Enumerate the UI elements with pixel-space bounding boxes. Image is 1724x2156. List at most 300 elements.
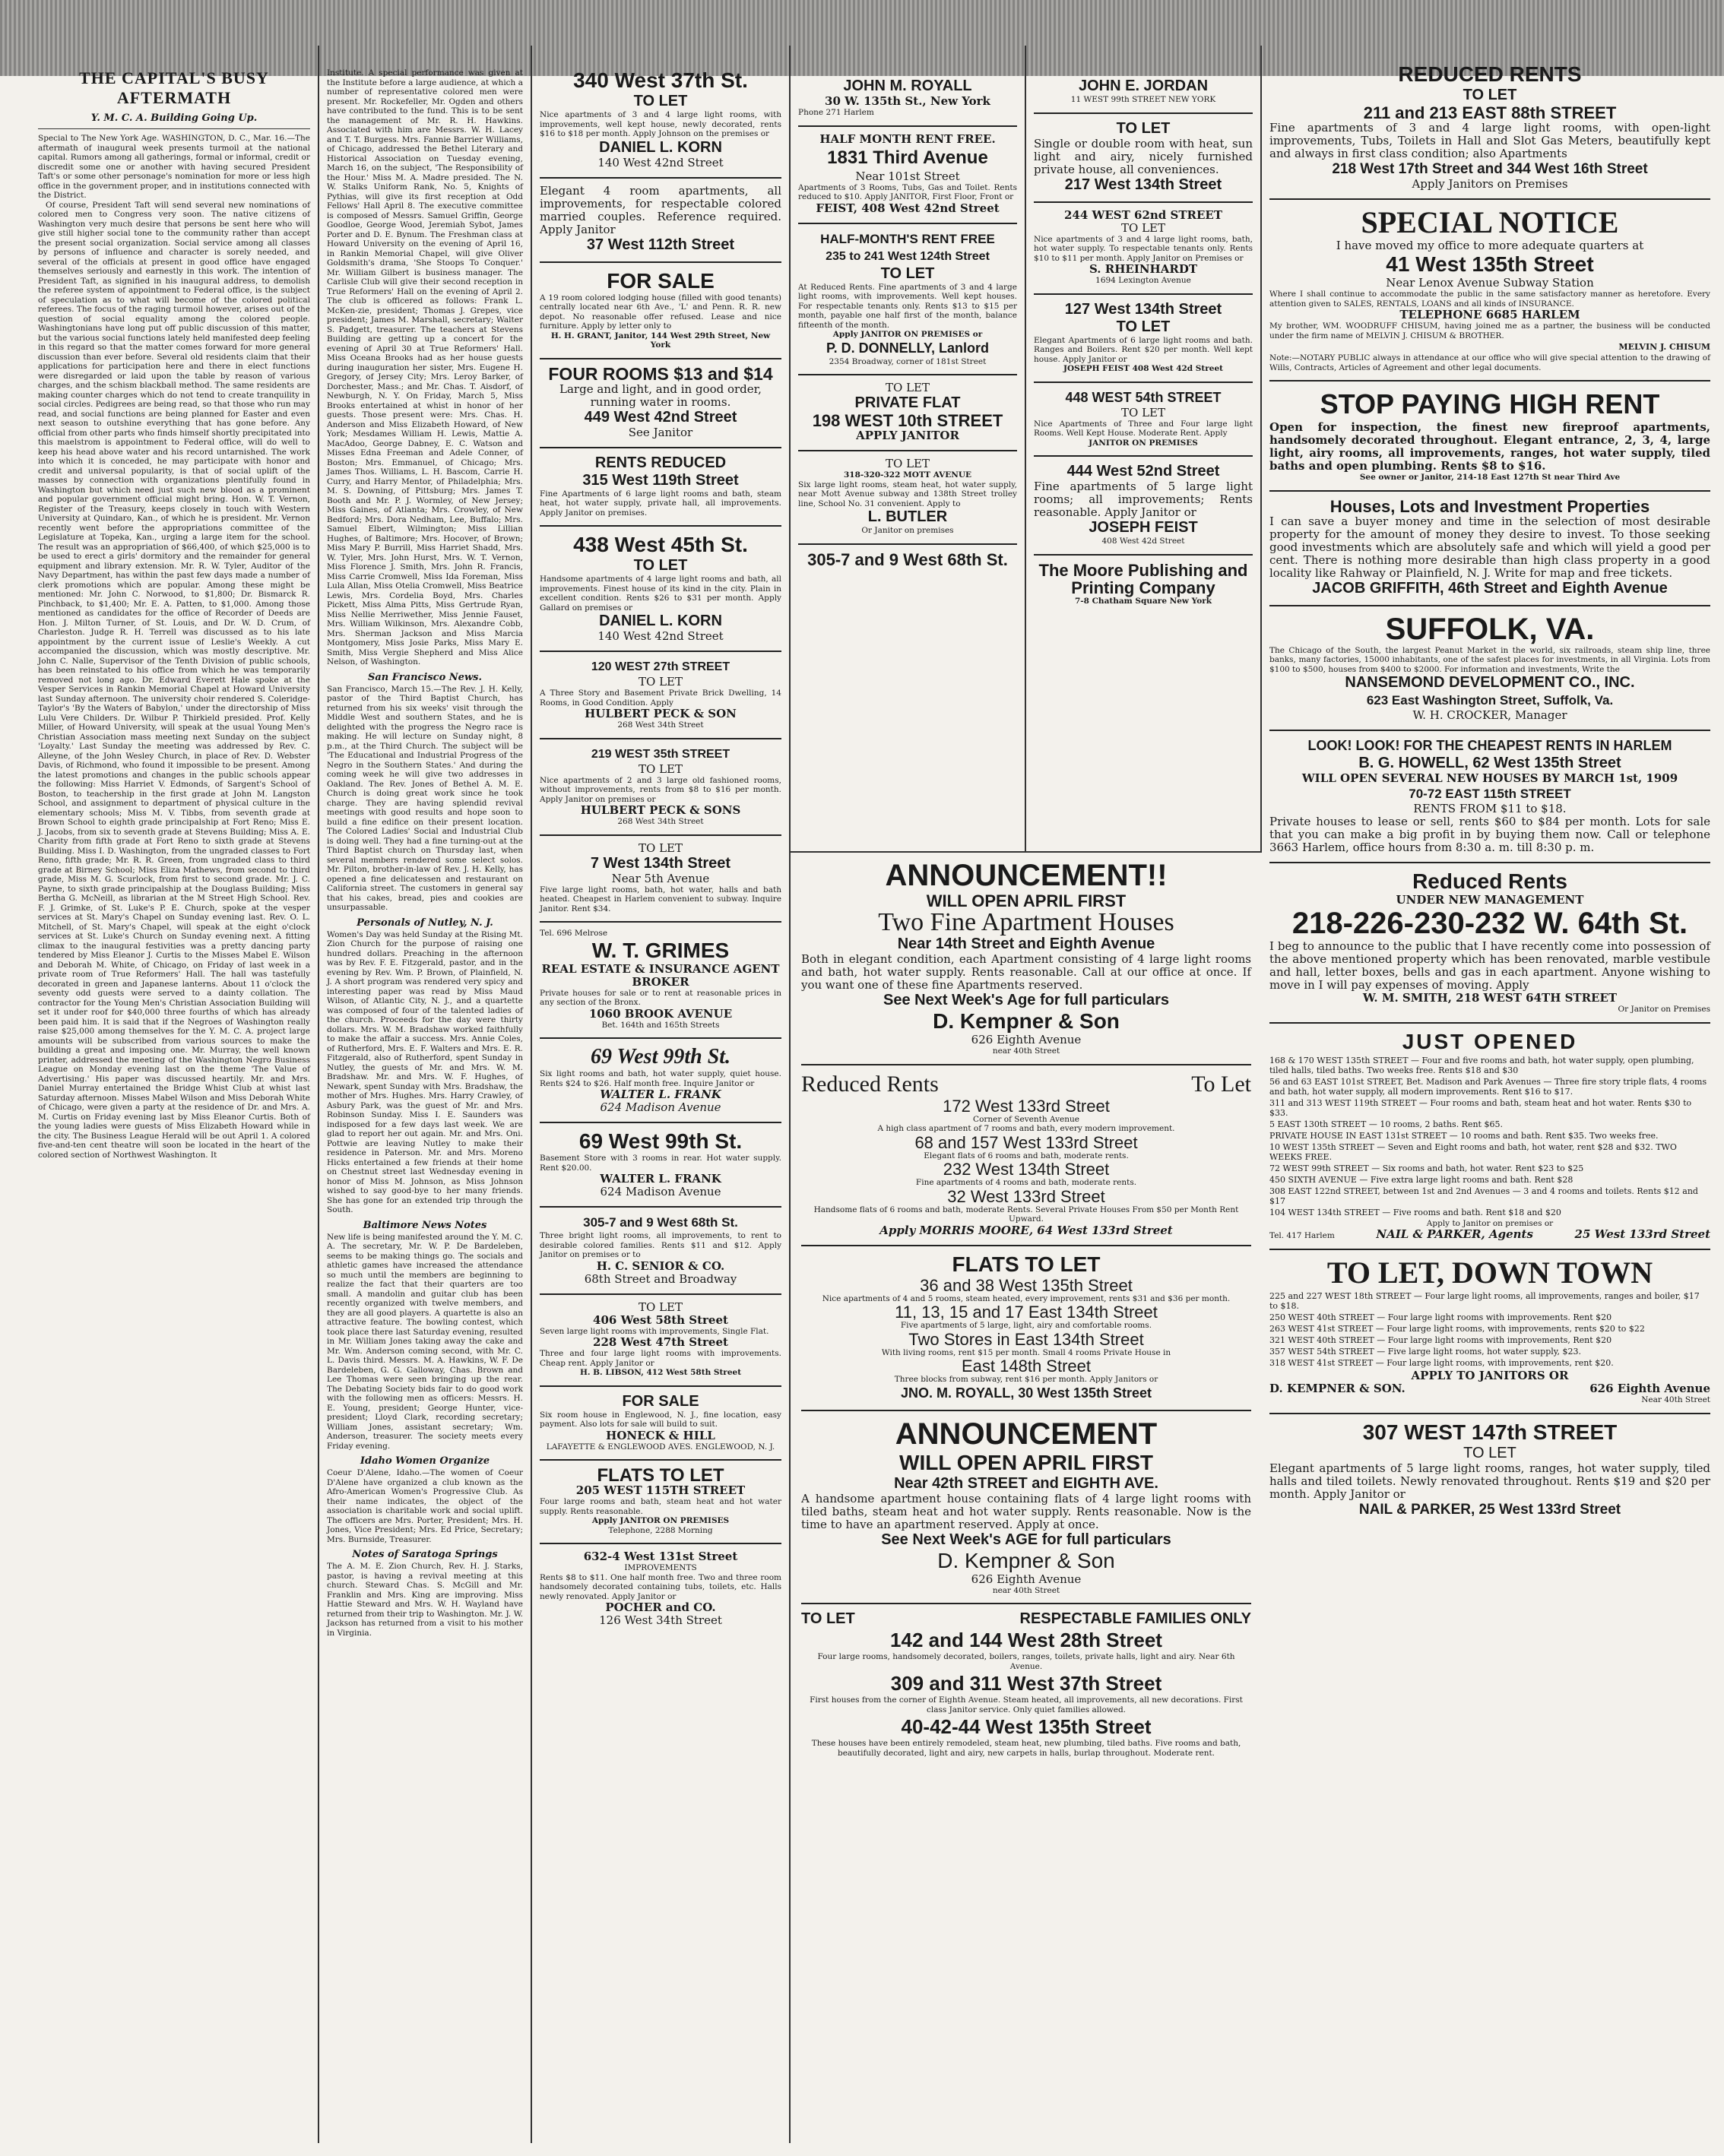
ad-heading: HALF MONTH RENT FREE.: [819, 131, 996, 146]
article-body: New life is being manifested around the Y. M. C. A. The secretary, Mr. W. P. De Bardeleben, seems to be making things go. The socials and athletic games have increased the attendance so much until the members are beginning to realize the fact that their quarters are too small. A mandolin and guitar club has been recently organized with twelve members, and they are all good players. A quartette is also an attractive feature. The bowling contest, which took place there last Saturday evening, resulted in Mr. William Jones taking away the cake and Mr. Wm. Anderson coming second, with Mr. C. L. Davis third. Messrs. M. A. Hawkins, W. F. De Bardeleben, G. G. Galloway, Chas. Brown and Lee Thomas were seen bringing up the rear. The Debating Society bids fair to do good work with the following men as officers: Messrs. H. E. Young, president; George Hunter, vice-president; Lloyd Clark, recording secretary; William Jones, assistant secretary; Wm. Anderson, treasurer. The society meets every Friday evening.: [327, 1232, 523, 1451]
ad-subtitle: TO LET: [886, 457, 930, 470]
ad-agent: HULBERT PECK & SONS: [580, 803, 741, 817]
ad-text: Private houses for sale or to rent at reasonable prices in any section of the Bronx.: [540, 988, 781, 1007]
ad-agent: P. D. DONNELLY, Lanlord: [826, 340, 990, 356]
ad-respectable-families: [801, 1604, 1251, 1765]
ad-address: 140 West 42nd Street: [597, 155, 724, 169]
ad-jordan: [1034, 46, 1253, 114]
ad-signature: MELVIN J. CHISUM: [1618, 342, 1710, 352]
article-subhead: Y. M. C. A. Building Going Up.: [90, 112, 258, 124]
ad-text: I have moved my office to more adequate quarters at: [1336, 239, 1644, 252]
ad-four-rooms: [540, 359, 781, 448]
ad-flats-205-west-115th: [540, 1461, 781, 1544]
ad-near: near 40th Street: [992, 1585, 1060, 1595]
column-6: [1262, 46, 1718, 2143]
ad-agent: Apply MORRIS MOORE, 64 West 133rd Street: [879, 1223, 1173, 1237]
ad-text: Single or double room with heat, sun light and airy, nicely furnished private house, all conveniences.: [1034, 136, 1253, 176]
ad-address: 318-320-322 MOTT AVENUE: [843, 470, 972, 480]
column-2: [319, 46, 532, 2143]
ad-note: Or Janitor on premises: [861, 526, 954, 535]
ad-subtitle: TO LET: [1121, 220, 1165, 235]
ad-rents-reduced: [540, 448, 781, 527]
ad-agent: Apply Janitors on Premises: [1412, 177, 1568, 191]
ad-text: With living rooms, rent $15 per month. Small 4 rooms Private House in: [881, 1347, 1171, 1357]
ad-text: Open for inspection, the finest new fireproof apartments, handsomely decorated throughout. Elegant entrance, 2, 3, 4, large light, airy rooms, all improvements, ranges, hot water supply, tiled baths and open plumbing. Rents $8 to $16.: [1269, 420, 1710, 473]
ad-address: 244 WEST 62nd STREET: [1063, 207, 1222, 222]
ad-subtitle: TO LET: [639, 675, 683, 689]
ad-69-west-99th-a: [540, 1039, 781, 1123]
ad-title: To Let: [1191, 1071, 1251, 1097]
listing-list: [1269, 1291, 1710, 1368]
ad-address: 626 Eighth Avenue: [971, 1033, 1082, 1046]
ad-title: ANNOUNCEMENT!!: [885, 859, 1168, 892]
ad-title: STOP PAYING HIGH RENT: [1320, 388, 1660, 419]
ad-subtitle: IMPROVEMENTS: [624, 1563, 697, 1572]
ad-text: Nice Apartments of Three and Four large light Rooms. Well Kept House. Moderate Rent. Apply: [1034, 419, 1253, 438]
ad-mott-avenue: [798, 451, 1017, 545]
ad-address: 126 West 34th Street: [599, 1613, 722, 1627]
ad-address: 228 West 47th Street: [593, 1335, 728, 1349]
ad-address: 70-72 EAST 115th STREET: [1409, 787, 1571, 801]
ad-title: HALF-MONTH'S RENT FREE: [820, 231, 995, 246]
ad-219-west-35th: [540, 739, 781, 836]
ad-text: Three bright light rooms, all improvements, to rent to desirable colored families. Rents $11 and $12. Apply Janitor on premises or to: [540, 1231, 781, 1259]
ad-address: 32 West 133rd Street: [947, 1186, 1105, 1206]
ad-suffolk: [1269, 606, 1710, 732]
ad-subtitle: TO LET: [639, 1300, 683, 1314]
ad-text: A handsome apartment house containing flats of 4 large light rooms with tiled baths, steam heat and hot water supply. Rents reasonable. Now is the time to have an apartment reserved. Apply at once.: [801, 1491, 1251, 1531]
ad-title: Reduced Rents: [801, 1071, 939, 1097]
ad-address: 40-42-44 West 135th Street: [901, 1715, 1152, 1738]
listing-item: 168 & 170 WEST 135th STREET — Four and five rooms and bath, hot water supply, open plumbing, tiled halls, tiled baths. Two weeks free. Rents $18 and $30: [1269, 1055, 1694, 1075]
ad-title-row: [801, 1610, 1251, 1628]
ad-text: I can save a buyer money and time in the selection of most desirable property for the amount of money they desire to invest. To those seeking good investments which are absolutely safe and which will yield a good per cent. There is nothing more desirable than high class property in a good locality like Rahway or Plainfield, N. J. Write for map and free tickets.: [1269, 514, 1710, 580]
listing-item: 5 EAST 130th STREET — 10 rooms, 2 baths. Rent $65.: [1269, 1119, 1503, 1129]
ad-text: Six large light rooms, steam heat, hot water supply, near Mott Avenue subway and 138th Street trolley line, School No. 31 convenient. Apply to: [798, 480, 1017, 508]
ad-agent: JOHN E. JORDAN: [1078, 78, 1209, 94]
ad-agent: DANIEL L. KORN: [599, 613, 722, 629]
ad-text: First houses from the corner of Eighth Avenue. Steam heated, all improvements, all new decorations. First class Janitor service. Only quiet families allowed.: [810, 1695, 1243, 1714]
ad-title: TO LET, DOWN TOWN: [1326, 1255, 1653, 1290]
ad-title: Houses, Lots and Investment Properties: [1329, 496, 1650, 516]
listing-item: 321 WEST 40th STREET — Four large light rooms with improvements, Rent $20: [1269, 1335, 1612, 1345]
ad-agent: JOHN M. ROYALL: [843, 78, 972, 94]
article-dateline: Special to The New York Age. WASHINGTON, D. C., Mar. 16.—The aftermath of inaugural week presents turmoil at the national capital. Rumors among all gatherings, formal or informal, credit or discredit some one or another with having secured President Taft's or some other personage's nomination for more or less high office in the government proper, and in institutions connected with the District.: [38, 134, 310, 200]
ad-title: 340 West 37th St.: [573, 68, 748, 92]
ad-telephone: TELEPHONE 6685 HARLEM: [1399, 308, 1580, 321]
ad-address: 11, 13, 15 and 17 East 134th Street: [895, 1303, 1158, 1322]
ad-agent: L. BUTLER: [867, 508, 948, 525]
ad-address: Two Stores in East 134th Street: [908, 1329, 1144, 1349]
ad-217-west-134th: [1034, 114, 1253, 203]
ad-flats-to-let-royall: [801, 1246, 1251, 1411]
article-body: San Francisco, March 15.—The Rev. J. H. Kelly, pastor of the Third Baptist Church, has returned from his six weeks' visit through the Middle West and southern States, and he is delighted with the progress the Negro race is making. He will lecture on Sunday night, 8 p.m., at the Third Church. The subject will be 'The Educational and Industrial Progress of the Negro in the Southern States.' And during the coming week he will give two addresses in Oakland. The Rev. Jones of Bethel A. M. E. Church is doing great work since he took charge. They are having splendid revival meetings with good results and hope soon to build a fine edifice on their present location. The Colored Ladies' Social and Industrial Club is doing well. They had a fine turning-out at the Third Baptist church on Thursday last, when several members rendered some select solos. Mr. Pilton, brother-in-law of Rev. J. H. Kelly, has opened a fine delicatessen and restaurant on California street. The customers in general say that his cakes, bread, pies and cookies are unsurpassable.: [327, 684, 523, 912]
ad-title: RENTS REDUCED: [594, 454, 727, 471]
ad-title: FLATS TO LET: [952, 1252, 1101, 1276]
ad-subtitle: TO LET: [639, 841, 683, 855]
ad-305-west-68th: [540, 1208, 781, 1295]
column-1: [30, 46, 319, 2143]
wide-ads: [791, 851, 1262, 2120]
listing-item: 311 and 313 WEST 119th STREET — Four rooms and bath, steam heat and hot water. Rents $30 to $33.: [1269, 1097, 1692, 1118]
ad-340-west-37th: [540, 46, 781, 179]
ad-note: See Janitor: [628, 425, 693, 439]
ad-address: 37 West 112th Street: [586, 236, 735, 253]
ad-text: Fine apartments of 4 rooms and bath, moderate rents.: [915, 1178, 1137, 1187]
ad-text: Elegant Apartments of 6 large light rooms and bath. Ranges and Boilers. Rent $20 per month. Well kept house. Apply Janitor or: [1034, 335, 1253, 364]
ad-text: Nice apartments of 3 and 4 large light rooms, with improvements, well kept house, newly decorated, rents $16 to $18 per month. Apply Johnson on the premises or: [540, 110, 781, 138]
article-body: Of course, President Taft will send several new nominations of colored men to Congress very soon. The native citizens of Washington very much desire that persons be sent here who will give still higher social tone to the community rather than accept the present social organization. Social service among all classes by persons of influence and character is sorely needed, and several of the officials at present in good office have engaged themselves seriously and earnestly in this work. The intention of President Taft, as signified in his inaugural address, to demolish the referee system of appointment to Federal office, is the subject of speculation as to what will become of the colored political referees. The focus of the raging turmoil however, arises out of the question of social equality among the colored people. Washingtonians have long put off public discussion of this matter, but the various social functions lately held manifested deep feeling in this regard so that the matter comes forward for more general discussion than ever before. Several old residents claim that their applications for participation here and there in elect functions were disregarded or laid upon the table by reason of various charges, and the schism blackball method. The same residents are making counter charges which do not tend to create tranquility in social circles. Pedigrees are being read, so that those who run may read, and social functions are being planned for Easter and even next season to outshine everything that has gone before. Any official from other parts who finds himself shortly precipitated into this maelstrom is appointment to Federal office, will do well to keep his head above water and his record untarnished. The work into which it is conceded, he may participate with honor and credit and universal popularity, is that of social uplift of the masses by connection with organizations plentifully found in Washington but which need just such new blood as a prominent and popular government official might bring. Hon. W. T. Vernon, Register of the Treasury, keeps closely in touch with Western University at Quindaro, Kan., of which he is president. Mr. Vernon recently went before the appropriations committee of the Legislature at Topeka, Kan., urging a large item for the school. The result was an appropriation of $66,400, of which $25,000 is to be used to erect a girls' dormitory and the remainder for general equipment and library extension. Mr. R. W. Tyler, Auditor of the Navy Department, has within the past few days made a number of clerk promotions which are popular. Among these might be mentioned: Mr. John C. Norwood, to $1,800; Dr. Bismarck R. Pinchback, to $1,400; Mr. E. A. Patten, to $1,000. Among those mentioned as candidates for the office of Recorder of Deeds are Hon. J. Milton Turner, of St. Louis, and Dr. W. D. Crum, of Charleston. Judge R. H. Terrell was discussed as to his late appointment by the current issue of Leslie's Weekly. A cut accompanied the discussion, which was mostly descriptive. Mr. John C. Nalle, Supervisor of the Tenth Division of public schools, has been reinstated to his office from which he was temporarily removed not long ago. Dr. Edward Everett Hale spoke at the Vesper Services in Rankin Memorial Chapel at Howard University last Sunday afternoon. The university choir rendered S. Coleridge-Taylor's 'By the Waters of Babylon,' under the directorship of Miss Lulu Vere Childers. Dr. Wilbur P. Thirkield presided. Prof. Kelly Miller, of Howard University, will speak at the usual Young Men's Christian Association mass meeting next Sunday on the subject 'Loyalty.' Last Sunday the meeting was addressed by Rev. C. Alleyne, of the John Wesley Church, in place of Rev. D. Webster Davis, of Richmond, who found it impossible to be present. Among the latest promotions and changes in the public schools appear the following: Miss Harriet V. Edmonds, of Sargent's School of Boston, to teachership in the first grade at John M. Langston School, and assignment to department of physical culture in the elementary schools; Miss M. V. Tibbs, from seventh grade at Brown School to eighth grade principalship at Fort Reno; Miss E. J. Jacobs, from six to seventh grade at Stevens Building; Miss A. E. Charity from fifth grade at Fort Reno to sixth grade at Stevens Building. Miss I. D. Washington, from the ungraded classes to Fort Reno, fifth grade; Mr. R. R. Green, from ungraded class to third grade at Birney School; Miss Eliza Mathews, from second to third grade, Miss M. G. Scurlock, from first to second grade. Mr. J. C. Payne, to sixth grade principalship at the Douglass Building; Miss Bertha G. McNeill, as librarian at the M Street High School. Rev. F. J. Grimke, of St. Luke's P. E. Church, spoke at the vesper services at St. Mary's Chapel on Sunday evening last. Rev. O. L. Mitchell, of St. Mary's Chapel, will speak at the eight o'clock services at St. Luke's Church on Sunday evening next. A fitting climax to the inaugural festivities was a pretty dancing party tendered by Miss Eleanor J. Curtis to the Misses Mabel E. Wilson and Deborah M. White, of Chicago, on Friday of last week in a private room of True Reformers' Hall. The hall was tastefully decorated in green and Japanese lanterns. About 11 o'clock the seventy odd guests were served to a dainty collation. The contractor for the Young Men's Christian Association Building will set it under roof for $40,000 three fourths of which has already been paid him. It is said that if the Negroes of Washington really raise $25,000 among themselves for the Y. M. C. A. project large amounts will be subscribed from various sources to make the building a great and imposing one. Mr. Murray, the well known printer, addressed the meeting of the Washington Negro Business League on Monday evening last on the theme 'The Value of Advertising.' His paper was discussed heartily. Mr. and Mrs. Daniel Murray entertained the Bridge Whist Club at whist last Saturday afternoon. Misses Mabel Wilson and Miss Deborah White of Chicago, were given a party at the residence of Dr. and Mrs. A. M. Curtis on Friday evening last by Miss Eleanor Curtis. Both of the young ladies were guests of Miss Elizabeth Howard while in the city. The Business League Herald will be out April 1. A colored five-and-ten cent theatre will soon be located in the heart of the colored section of Northwest Washington. It: [38, 200, 310, 1160]
ad-text: Nice apartments of 2 and 3 large old fashioned rooms, without improvements, rents from $8 to $16 per month. Apply Janitor on premises or: [540, 775, 781, 804]
ad-title: TO LET: [801, 1610, 855, 1627]
ad-agent: D. Kempner & Son: [937, 1548, 1115, 1572]
ad-telephone: Tel. 417 Harlem: [1269, 1231, 1335, 1240]
ad-address: 68th Street and Broadway: [584, 1271, 737, 1286]
ad-text: Four large rooms and bath, steam heat and hot water supply. Rents reasonable.: [540, 1497, 781, 1516]
ad-title: FOR SALE: [622, 1392, 699, 1410]
ad-text: Four large rooms, handsomely decorated, boilers, ranges, toilets, private halls, light and airy. Near 6th Avenue.: [817, 1652, 1235, 1671]
ad-telephone: Telephone, 2288 Morning: [608, 1525, 713, 1535]
ad-telephone: Tel. 696 Melrose: [540, 929, 608, 938]
ad-text: Handsome apartments of 4 large light rooms and bath, all improvements. Finest house of its kind in the city. Plain in excellent condition. Rents $26 to $31 per month. Apply Gallard on premises or: [540, 575, 781, 613]
ad-text: My brother, WM. WOODRUFF CHISUM, having joined me as a partner, the business will be conducted under the firm name of MELVIN J. CHISUM & BROTHER.: [1269, 321, 1710, 340]
ad-subtitle: Near 5th Avenue: [611, 871, 710, 885]
ad-subtitle: UNDER NEW MANAGEMENT: [1396, 893, 1584, 907]
ad-address: 624 Madison Avenue: [600, 1185, 721, 1198]
ad-438-west-45th: [540, 527, 781, 652]
ad-text: Handsome flats of 6 rooms and bath, moderate Rents. Several Private Houses From $50 per Month Rent Upward.: [813, 1205, 1239, 1224]
ad-agent: D. KEMPNER & SON.: [1269, 1382, 1406, 1395]
ad-near: Near 40th Street: [1641, 1395, 1710, 1404]
listing-item: 308 EAST 122nd STREET, between 1st and 2nd Avenues — 3 and 4 rooms and toilets. Rents $12 and $17: [1269, 1186, 1698, 1206]
ad-agent: JNO. M. ROYALL, 30 West 135th Street: [900, 1385, 1152, 1401]
ad-title: The Moore Publishing and Printing Company: [1038, 560, 1248, 597]
ad-text: Rents $8 to $11. One half month free. Two and three room handsomely decorated containing tubs, toilets, etc. Halls newly renovated. Apply Janitor or: [540, 1572, 781, 1601]
ad-address: 172 West 133rd Street: [943, 1096, 1110, 1116]
ad-note: Note:—NOTARY PUBLIC always in attendance at our office who will give special attention to the drawing of Wills, Contracts, Articles of Agreement and other legal documents.: [1269, 353, 1710, 372]
ad-just-opened: [1269, 1024, 1710, 1251]
ad-text: Both in elegant condition, each Apartment consisting of 4 large light rooms and bath, hot water supply. Rents reasonable. Call at our office at once. If you want one of these fine Apartments reserved.: [801, 952, 1251, 992]
ad-address: 140 West 42nd Street: [597, 629, 724, 643]
ad-stop-paying-high-rent: [1269, 381, 1710, 492]
ad-title: PRIVATE FLAT: [854, 394, 961, 411]
ad-agent: JANITOR ON PREMISES: [1089, 438, 1198, 448]
ad-location: Near 42th STREET and EIGHTH AVE.: [894, 1474, 1158, 1492]
ad-near: near 40th Street: [992, 1046, 1060, 1056]
ad-agent: H. H. GRANT, Janitor, 144 West 29th Street, New York: [550, 331, 771, 350]
ad-title: SUFFOLK, VA.: [1385, 612, 1595, 646]
ad-text: Three and four large light rooms with improvements. Cheap rent. Apply Janitor or: [540, 1349, 781, 1368]
ad-text: Five large light rooms, bath, hot water, halls and bath heated. Cheapest in Harlem convenient to subway. Inquire Janitor. Rent $34.: [540, 885, 781, 913]
ad-address: 626 Eighth Avenue: [971, 1572, 1082, 1586]
ad-agent: WALTER L. FRANK: [600, 1172, 721, 1186]
ad-text: I beg to announce to the public that I have recently come into possession of the above mentioned property which has been renovated, marble vestibule and hall, letter boxes, bells and gas in each apartment. Anyone wishing to move in I will pay expenses of moving. Apply: [1269, 939, 1710, 992]
ad-title: 305-7 and 9 West 68th St.: [807, 549, 1008, 569]
article-headline: THE CAPITAL'S BUSY AFTERMATH: [79, 68, 269, 107]
ad-text: Nice apartments of 3 and 4 large light rooms, bath, hot water supply. To respectable tenants only. Rents $10 to $11 per month. Apply Janitor on Premises or: [1034, 234, 1253, 263]
ad-address: 268 West 34th Street: [617, 720, 704, 730]
ad-agent: B. G. HOWELL, 62 West 135th Street: [1358, 755, 1621, 771]
ad-note: Or Janitor on Premises: [1618, 1005, 1710, 1014]
ad-37-west-112th: [540, 179, 781, 263]
ad-text: Fine apartments of 3 and 4 large light rooms, with open-light improvements, Tubs, Toilets in Hall and Slot Gas Meters, beautifully kept and always in first class condition; also Apartments: [1269, 121, 1710, 160]
ad-agent: POCHER and CO.: [605, 1600, 716, 1614]
ad-address: 232 West 134th Street: [943, 1160, 1110, 1179]
ad-agent: H. B. LIBSON, 412 West 58th Street: [579, 1368, 742, 1377]
ad-for-sale-englewood: [540, 1387, 781, 1461]
ad-for-sale-lodging: [540, 263, 781, 359]
section-heading: Baltimore News Notes: [363, 1219, 487, 1231]
column-5: [1026, 46, 1262, 851]
ad-agent: JACOB GRIFFITH, 46th Street and Eighth Avenue: [1312, 579, 1668, 597]
ad-agent: WALTER L. FRANK: [600, 1087, 721, 1101]
ad-houses-lots: [1269, 492, 1710, 606]
ad-address: 1060 BROOK AVENUE: [588, 1006, 733, 1021]
ad-title: 219 WEST 35th STREET: [591, 747, 730, 761]
ad-near: Corner of Seventh Avenue: [973, 1114, 1079, 1124]
ad-subtitle: WILL OPEN APRIL FIRST: [926, 891, 1127, 910]
ad-to-let-down-town: [1269, 1250, 1710, 1414]
listing-item: 72 WEST 99th STREET — Six rooms and bath, hot water. Rent $23 to $25: [1269, 1163, 1584, 1173]
ad-text: Three blocks from subway, rent $16 per month. Apply Janitors or: [894, 1375, 1158, 1384]
ad-address: 7-8 Chatham Square New York: [1074, 596, 1212, 606]
ad-title: 1831 Third Avenue: [827, 147, 988, 168]
ad-cheapest-rents: [1269, 731, 1710, 863]
ad-manager: W. H. CROCKER, Manager: [1412, 708, 1567, 722]
ad-note: APPLY JANITOR: [856, 429, 959, 442]
ad-telephone: Phone 271 Harlem: [798, 108, 874, 117]
ad-title: Reduced Rents: [1412, 869, 1567, 893]
ad-address: 632-4 West 131st Street: [583, 1550, 738, 1563]
ad-location: Near 14th Street and Eighth Avenue: [897, 936, 1155, 952]
ad-text: Fine Apartments of 6 large light rooms and bath, steam heat, hot water supply, private hall, all improvements. Apply Janitor on premises.: [540, 489, 781, 518]
ad-title: 305-7 and 9 West 68th St.: [583, 1215, 738, 1230]
ad-title: FLATS TO LET: [597, 1465, 724, 1486]
ad-agent: HONECK & HILL: [606, 1428, 715, 1442]
ad-title: JUST OPENED: [1402, 1029, 1578, 1053]
ad-address: 268 West 34th Street: [617, 817, 704, 826]
ad-address: 198 WEST 10th STREET: [812, 411, 1003, 430]
ad-address: 626 Eighth Avenue: [1589, 1382, 1710, 1395]
ad-632-west-131st: [540, 1544, 781, 1635]
ad-text: Apartments of 3 Rooms, Tubs, Gas and Toilet. Rents reduced to $10. Apply JANITOR, First Floor, Front or: [798, 182, 1017, 201]
listing-item: 56 and 63 EAST 101st STREET, Bet. Madison and Park Avenues — Three fire story triple flats, 4 rooms and bath, hot water supply, all modern improvements. Rent $16 to $17.: [1269, 1076, 1707, 1097]
listing-item: 10 WEST 135th STREET — Seven and Eight rooms and bath, hot water, rent $28 and $32. TWO WEEKS FREE.: [1269, 1141, 1677, 1162]
ad-text: Elegant apartments of 5 large light rooms, ranges, hot water supply, tiled halls and tiled toilets. Newly renovated throughout. Rents $19 and $20 per month. Apply Janitor or: [1269, 1461, 1710, 1501]
ad-address: 41 West 135th Street: [1386, 252, 1594, 276]
ad-subtitle: WILL OPEN APRIL FIRST: [899, 1450, 1153, 1474]
ad-agent: NANSEMOND DEVELOPMENT CO., INC.: [1345, 674, 1635, 691]
ad-subtitle: TO LET: [1116, 119, 1171, 137]
section-heading: Notes of Saratoga Springs: [352, 1549, 498, 1560]
ad-address: 408 West 42d Street: [1101, 537, 1185, 546]
ad-text: Where I shall continue to accommodate the public in the same satisfactory manner as heretofore. Every attention given to SALES, RENTALS, LOANS and all kinds of INSURANCE.: [1269, 290, 1710, 309]
ad-address: 2354 Broadway, corner of 181st Street: [829, 356, 987, 366]
ad-title: 448 WEST 54th STREET: [1065, 389, 1222, 405]
ad-title: ANNOUNCEMENT: [895, 1417, 1158, 1451]
column-4: [791, 46, 1026, 851]
ad-text: Large and light, and in good order, running water in rooms.: [559, 381, 762, 409]
ad-title-row: [801, 1072, 1251, 1097]
ad-406-west-58th: [540, 1295, 781, 1387]
ad-special-notice: [1269, 200, 1710, 381]
ad-agent: S. RHEINHARDT: [1089, 262, 1197, 276]
listing-item: 225 and 227 WEST 18th STREET — Four large light rooms, all improvements, ranges and boiler, $17 to $18.: [1269, 1291, 1700, 1311]
ad-heading: Two Fine Apartment Houses: [878, 908, 1174, 936]
ad-subtitle: REAL ESTATE & INSURANCE AGENT BROKER: [541, 961, 780, 989]
ad-address: 218-226-230-232 W. 64th St.: [1291, 907, 1688, 940]
ad-address: 11 WEST 99th STREET NEW YORK: [1070, 95, 1216, 104]
section-heading: San Francisco News.: [368, 671, 482, 683]
ad-text: A high class apartment of 7 rooms and bath, every modern improvement.: [877, 1124, 1175, 1133]
article-body: Coeur D'Alene, Idaho.—The women of Coeur D'Alene have organized a club known as the Afro-American Women's Progressive Club. As their name indicates, the object of the association is charitable work and social uplift. The officers are Mrs. Porter, President; Mrs. H. Jones, Vice President; Mrs. Ed Price, Secretary; Mrs. Burnside, Treasurer.: [327, 1468, 523, 1544]
ad-title: LOOK! LOOK! FOR THE CHEAPEST RENTS IN HARLEM: [1307, 738, 1672, 753]
listing-item: 250 WEST 40th STREET — Four large light rooms with improvements. Rent $20: [1269, 1312, 1612, 1322]
ad-address: 623 East Washington Street, Suffolk, Va.: [1366, 693, 1614, 708]
ad-subtitle: TO LET: [633, 557, 688, 574]
ad-address: 406 West 58th Street: [593, 1312, 728, 1327]
ad-307-west-147th: [1269, 1414, 1710, 1526]
ad-near: Near Lenox Avenue Subway Station: [1386, 276, 1594, 290]
ad-subtitle: TO LET: [1121, 405, 1165, 419]
ad-royall: [798, 46, 1017, 127]
ad-text: Six room house in Englewood, N. J., fine location, easy payment. Also lots for sale will build to suit.: [540, 1410, 781, 1429]
ad-private-flat: [798, 375, 1017, 451]
ad-agent: Apply JANITOR ON PREMISES: [591, 1516, 730, 1525]
ad-title: REDUCED RENTS: [1398, 62, 1582, 86]
ad-agent: D. Kempner & Son: [933, 1009, 1120, 1033]
ad-agent: NAIL & PARKER, 25 West 133rd Street: [1358, 1501, 1621, 1518]
section-heading: Personals of Nutley, N. J.: [357, 917, 493, 929]
ad-title: FOUR ROOMS $13 and $14: [548, 363, 773, 384]
ad-agent: HULBERT PECK & SON: [585, 707, 737, 720]
ad-title: 307 WEST 147th STREET: [1362, 1420, 1618, 1444]
ad-subtitle: TO LET: [639, 761, 683, 776]
listing-item: 104 WEST 134th STREET — Five rooms and bath. Rent $18 and $20: [1269, 1207, 1561, 1217]
ad-address: LAFAYETTE & ENGLEWOOD AVES. ENGLEWOOD, N. J.: [546, 1442, 775, 1452]
ad-subtitle: TO LET: [1116, 318, 1171, 335]
ad-announcement-14th: [801, 853, 1251, 1065]
ad-footer-row: [1269, 1228, 1710, 1241]
ad-7-west-134th: [540, 836, 781, 923]
ad-text: Basement Store with 3 rooms in rear. Hot water supply. Rent $20.00.: [540, 1154, 781, 1173]
ad-address: 30 W. 135th St., New York: [825, 94, 990, 108]
article-body: The A. M. E. Zion Church, Rev. H. J. Starks, pastor, is having a revival meeting at this church. Steward Chas. S. McGill and Mr. Franklin and Mrs. King are improving. Miss Hattie Steward and Mrs. W. H. Wayland have returned from their trip to Washington. Mr. J. W. Jackson has returned from a visit to his mother in Virginia.: [327, 1562, 523, 1638]
ad-agent: JOSEPH FEIST: [1089, 519, 1198, 536]
ad-title: RESPECTABLE FAMILIES ONLY: [1019, 1610, 1251, 1627]
listing-item: 263 WEST 41st STREET — Four large light rooms, with improvements, rents $20 to $22: [1269, 1324, 1645, 1334]
ad-244-west-62nd: [1034, 203, 1253, 295]
ad-title: SPECIAL NOTICE: [1361, 205, 1619, 239]
listing-item: PRIVATE HOUSE IN EAST 131st STREET — 10 rooms and bath. Rent $35. Two weeks free.: [1269, 1130, 1659, 1141]
ad-agent: DANIEL L. KORN: [599, 138, 722, 156]
ad-subtitle: TO LET: [1463, 87, 1517, 103]
ad-127-west-134th: [1034, 295, 1253, 383]
ad-text: Five apartments of 5 large, light, airy and comfortable rooms.: [900, 1321, 1152, 1330]
ad-235-west-124th: [798, 224, 1017, 376]
ad-moore-publishing: [1034, 556, 1253, 614]
ad-subtitle: TO LET: [1463, 1444, 1516, 1461]
ad-text: Private houses to lease or sell, rents $60 to $84 per month. Lots for sale that you can make a big profit in by buying them now. Call or telephone 3663 Harlem, office hours from 8:30 a. m. till 8:30 p. m.: [1269, 815, 1710, 854]
ad-agent: H. C. SENIOR & CO.: [596, 1258, 725, 1273]
ad-see: See Next Week's Age for full particulars: [883, 992, 1169, 1008]
listing-item: 357 WEST 54th STREET — Five large light rooms, hot water supply, $23.: [1269, 1347, 1581, 1357]
ad-address: 68 and 157 West 133rd Street: [914, 1132, 1138, 1152]
listing-list: [1269, 1056, 1710, 1217]
listing-item: 450 SIXTH AVENUE — Five extra large light rooms and bath. Rent $28: [1269, 1174, 1573, 1185]
ad-grimes: [540, 923, 781, 1039]
ad-448-west-54th: [1034, 383, 1253, 457]
ad-address: East 148th Street: [962, 1357, 1091, 1376]
ad-subtitle: TO LET: [633, 93, 688, 109]
ad-agent: NAIL & PARKER, Agents: [1376, 1227, 1533, 1241]
ad-text: Six light rooms and bath, hot water supply, quiet house. Rents $24 to $26. Half month free. Inquire Janitor or: [540, 1069, 781, 1088]
ad-subtitle: Near 101st Street: [855, 169, 960, 183]
ad-reduced-rents-moore: [801, 1065, 1251, 1246]
ad-reduced-rents-88th: [1269, 46, 1710, 200]
ad-444-west-52nd: [1034, 457, 1253, 556]
ad-title: FOR SALE: [607, 268, 715, 293]
ad-address: 315 West 119th Street: [582, 471, 739, 489]
ad-1831-third-ave: [798, 127, 1017, 224]
ad-title: 69 West 99th St.: [578, 1129, 743, 1153]
ad-address: 624 Madison Avenue: [600, 1100, 721, 1114]
ad-title: 444 West 52nd Street: [1066, 463, 1220, 480]
ad-agent: FEIST, 408 West 42nd Street: [816, 201, 1000, 215]
ad-120-west-27th: [540, 652, 781, 739]
ad-apply: APPLY TO JANITORS OR: [1411, 1369, 1569, 1382]
ad-title: W. T. GRIMES: [591, 938, 730, 962]
ad-see: See Next Week's AGE for full particulars: [881, 1531, 1171, 1548]
ad-text: These houses have been entirely remodeled, steam heat, new plumbing, tiled baths. Five rooms and bath, beautifully decorated, light and airy, new carpets in halls, burlap throughout. Moderate rent.: [811, 1739, 1241, 1758]
ad-305-west-68th-b: [798, 545, 1017, 576]
ad-address: 142 and 144 West 28th Street: [890, 1629, 1162, 1651]
ad-address: 235 to 241 West 124th Street: [826, 249, 990, 263]
ad-text: Elegant flats of 6 rooms and bath, moderate rents.: [924, 1151, 1129, 1160]
ad-title: 127 West 134th Street: [1064, 300, 1222, 318]
column-3: [532, 46, 791, 2143]
ad-text: Elegant 4 room apartments, all improvements, for respectable colored married couples. Reference required. Apply Janitor: [540, 183, 781, 236]
ad-text: A Three Story and Basement Private Brick Dwelling, 14 Rooms, in Good Condition. Apply: [540, 689, 781, 708]
ad-title: 69 West 99th St.: [590, 1045, 731, 1069]
ad-reduced-rents-64th: [1269, 863, 1710, 1024]
ad-address: 218 West 17th Street and 344 West 16th Street: [1332, 161, 1648, 177]
ad-text: The Chicago of the South, the largest Peanut Market in the world, six railroads, steam ship line, three banks, many factories, 15000 inhabitants, one of the safest places for investments, in all Virginia. Lots from $100 to $500, houses from $400 to $2000. For information and investments, Write the: [1269, 645, 1710, 674]
ad-address: 211 and 213 EAST 88th STREET: [1363, 103, 1617, 122]
ad-agent: See owner or Janitor, 214-18 East 127th St near Third Ave: [1359, 473, 1621, 482]
ad-text: Seven large light rooms with improvements, Single Flat.: [540, 1326, 769, 1336]
ad-subtitle: TO LET: [880, 264, 935, 282]
section-heading: Idaho Women Organize: [360, 1455, 490, 1467]
ad-title: 438 West 45th St.: [573, 533, 748, 556]
ad-text: A 19 room colored lodging house (filled with good tenants) centrally located near 6th Ave., 'L' and Penn. R. R. new depot. No reasonable offer refused. Lease and nice furniture. Apply by letter only to: [540, 293, 781, 331]
ad-address: 205 WEST 115TH STREET: [575, 1483, 746, 1497]
ad-text: Nice apartments of 4 and 5 rooms, steam heated, every improvement, rents $31 and $36 per month.: [822, 1293, 1231, 1303]
ad-rents: RENTS FROM $11 to $18.: [1413, 802, 1567, 815]
ad-title: 7 West 134th Street: [590, 854, 731, 872]
ad-subtitle: WILL OPEN SEVERAL NEW HOUSES BY MARCH 1st, 1909: [1301, 771, 1678, 785]
ad-address: 25 West 133rd Street: [1574, 1227, 1710, 1241]
ad-address: 1694 Lexington Avenue: [1095, 276, 1191, 285]
ad-agent: JOSEPH FEIST 408 West 42d Street: [1063, 364, 1223, 373]
ad-text: Fine apartments of 5 large light rooms; all improvements; Rents reasonable. Apply Janitor or: [1034, 480, 1253, 519]
ad-apply: Apply to Janitor on premises or: [1426, 1218, 1554, 1228]
listing-item: 318 WEST 41st STREET — Four large light rooms, with improvements, rent $20.: [1269, 1358, 1614, 1368]
divider: [38, 128, 310, 129]
ad-address: 449 West 42nd Street: [584, 408, 737, 426]
ad-69-west-99th-b: [540, 1123, 781, 1208]
ad-agent-line: Apply JANITOR ON PREMISES or: [832, 330, 983, 339]
